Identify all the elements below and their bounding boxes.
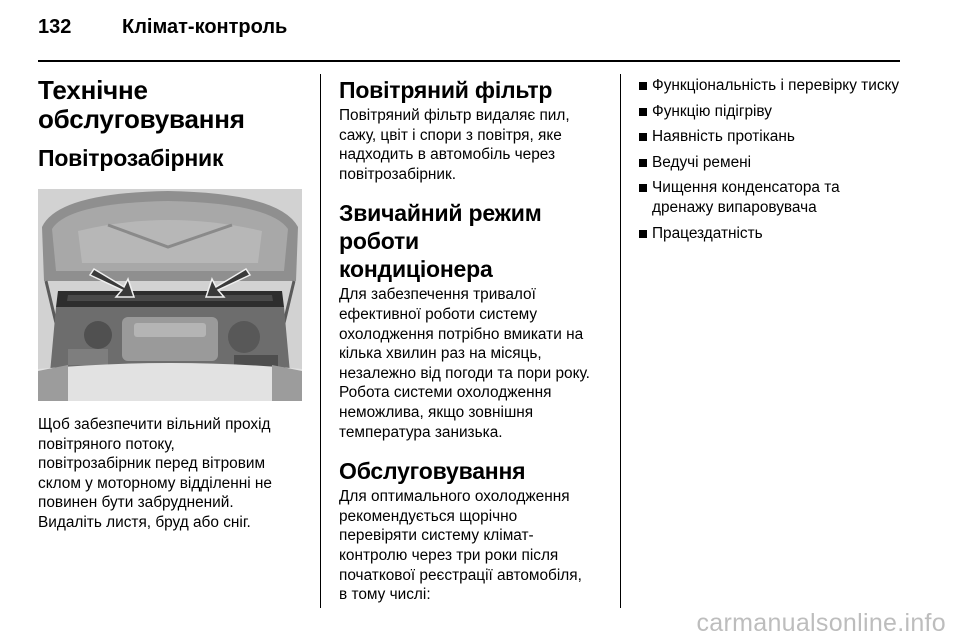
air-intake-text-line: Видаліть листя, бруд або сніг. <box>38 513 251 531</box>
bullet-square-icon <box>639 82 647 90</box>
air-intake-text-line: повинен бути забруднений. <box>38 494 234 512</box>
service-checklist <box>639 76 901 243</box>
maintenance-title-line1: Технічне <box>38 75 148 105</box>
page-number: 132 <box>38 16 72 38</box>
ac-mode-text-line: кілька хвилин раз на місяць, <box>339 345 542 363</box>
air-filter-text-line: повітрозабірник. <box>339 165 457 183</box>
air-intake-text-line: повітряного потоку, <box>38 435 175 453</box>
checklist-item-text: Чищення конденсатора та дренажу випаровувача <box>652 179 840 216</box>
ac-mode-text-line: охолодження потрібно вмикати на <box>339 325 584 343</box>
air-intake-text-line: Щоб забезпечити вільний прохід <box>38 416 271 433</box>
service-text-line: рекомендується щорічно <box>339 507 518 525</box>
ac-mode-text-line: Робота системи охолодження <box>339 384 552 402</box>
watermark: carmanualsonline.info <box>696 609 946 637</box>
maintenance-title <box>38 76 308 134</box>
checklist-item <box>639 102 901 122</box>
checklist-item <box>639 153 901 173</box>
checklist-item-text: Функціональність і перевірку тиску <box>652 77 900 94</box>
ac-mode-text-line: температура занизька. <box>339 423 503 441</box>
bullet-square-icon <box>639 133 647 141</box>
air-intake-text-line: склом у моторному відділенні не <box>38 474 272 492</box>
section-title: Клімат-контроль <box>122 16 288 38</box>
bullet-square-icon <box>639 184 647 192</box>
engine-bay-photo <box>38 189 302 401</box>
ac-mode-heading-line2: кондиціонера <box>339 256 493 283</box>
service-text-line: перевіряти систему клімат- <box>339 527 534 545</box>
column-divider-1 <box>320 74 321 608</box>
column-divider-2 <box>620 74 621 608</box>
air-filter-text-line: сажу, цвіт і спори з повітря, яке <box>339 126 562 144</box>
ac-mode-heading <box>339 199 611 283</box>
bullet-square-icon <box>639 108 647 116</box>
column-service-list <box>639 76 901 249</box>
service-heading: Обслуговування <box>339 458 526 485</box>
air-intake-text <box>38 415 308 533</box>
ac-mode-text-line: неможлива, якщо зовнішня <box>339 403 534 421</box>
checklist-item-text: Ведучі ремені <box>652 153 752 171</box>
bullet-square-icon <box>639 159 647 167</box>
air-filter-heading: Повітряний фільтр <box>339 77 553 103</box>
air-filter-text <box>339 106 611 184</box>
checklist-item-text: Функцію підігріву <box>652 102 772 120</box>
service-text-line: Для оптимального охолодження <box>339 488 570 506</box>
service-text-line: контролю через три роки після <box>339 546 559 564</box>
ac-mode-heading-line1: Звичайний режим роботи <box>339 200 542 255</box>
ac-mode-text-line: незалежно від погоди та пори року. <box>339 364 590 382</box>
maintenance-title-line2: обслуговування <box>38 104 245 134</box>
column-filter-ac <box>339 76 611 605</box>
column-maintenance <box>38 76 308 533</box>
checklist-item <box>639 178 901 217</box>
checklist-item <box>639 76 901 96</box>
ac-mode-text-line: Для забезпечення тривалої <box>339 286 536 304</box>
bullet-square-icon <box>639 230 647 238</box>
header-rule <box>38 60 900 62</box>
air-filter-text-line: надходить в автомобіль через <box>339 146 556 164</box>
air-intake-heading: Повітрозабірник <box>38 145 224 171</box>
service-text <box>339 487 611 605</box>
checklist-item <box>639 224 901 244</box>
ac-mode-text <box>339 285 611 442</box>
air-intake-text-line: повітрозабірник перед вітровим <box>38 455 266 473</box>
air-filter-text-line: Повітряний фільтр видаляє пил, <box>339 107 570 124</box>
ac-mode-text-line: ефективної роботи систему <box>339 305 538 323</box>
service-text-line: початкової реєстрації автомобіля, <box>339 566 582 584</box>
checklist-item <box>639 127 901 147</box>
service-text-line: в тому числі: <box>339 586 431 604</box>
checklist-item-text: Наявність протікань <box>652 128 795 146</box>
checklist-item-text: Працездатність <box>652 224 763 242</box>
